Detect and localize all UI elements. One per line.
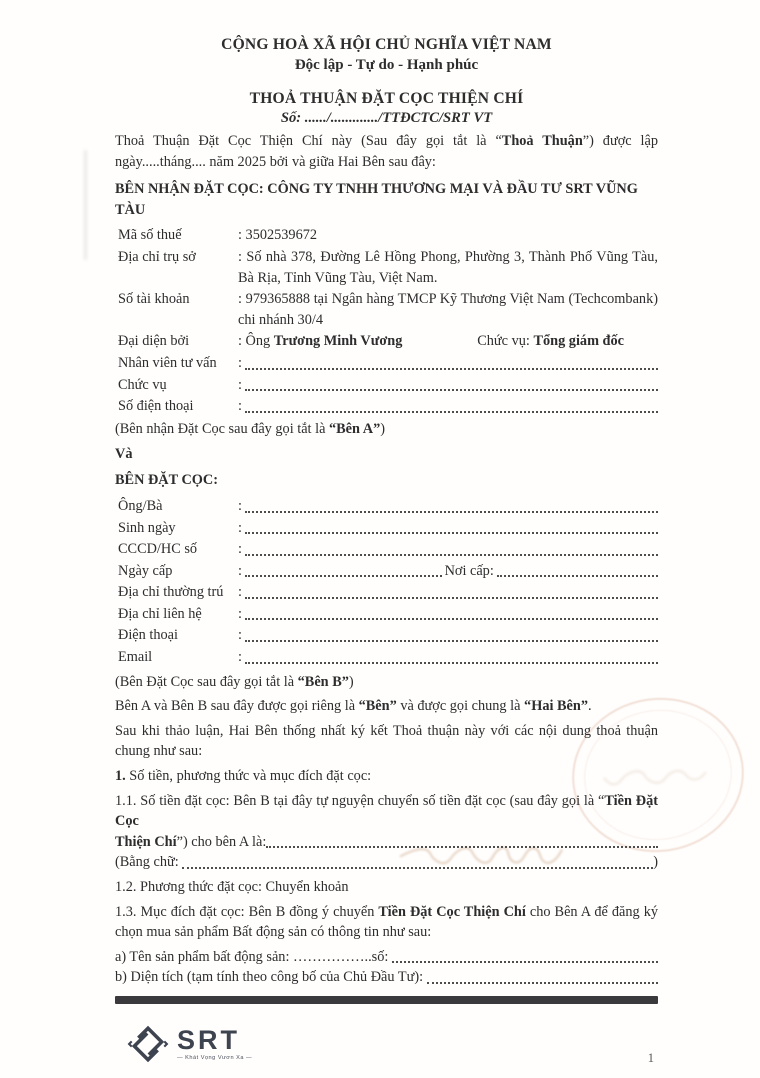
agreement-paragraph: Sau khi thảo luận, Hai Bên thống nhất ký kết Thoả thuận này với các nội dung thoả thuận chung như sau: — [115, 722, 658, 760]
text-segment-bold: Thoả Thuận — [501, 133, 583, 149]
text-segment: ) — [380, 420, 386, 437]
dotted-blank — [245, 575, 442, 577]
text-segment: a) Tên sản phẩm bất động sản: — [115, 948, 294, 965]
dotted-blank — [497, 575, 658, 577]
dotted-run: …………….. — [293, 948, 372, 965]
scan-artifact — [84, 150, 87, 260]
text-segment-bold: Tiền Đặt Cọc — [115, 792, 658, 830]
field-value: : Số nhà 378, Đường Lê Hồng Phong, Phường 3, Thành Phố Vũng Tàu, Bà Rịa, Tỉnh Vũng Tàu, Việt Nam. — [238, 248, 658, 286]
text-segment: ”) được lập ngày.....tháng.... năm 2025 bởi và giữa Hai Bên sau đây: — [115, 133, 658, 170]
footer — [115, 1022, 658, 1066]
colon: : — [238, 541, 242, 558]
dotted-blank — [245, 389, 658, 391]
field-row-phone — [118, 396, 658, 417]
field-label: Ngày cấp — [118, 562, 173, 579]
srt-logo-icon — [127, 1022, 169, 1066]
clause-1-1-line1 — [115, 791, 658, 832]
party-b-alias-note — [115, 672, 658, 693]
field-value: : 3502539672 — [238, 227, 318, 244]
colon: : — [238, 354, 242, 371]
field-label: Đại diện bởi — [118, 333, 190, 350]
srt-logo — [127, 1022, 252, 1066]
clause-text: Số tiền, phương thức và mục đích đặt cọc: — [125, 768, 372, 785]
colon: : — [238, 605, 242, 622]
field-row-permanent-address — [118, 582, 658, 603]
field-label: Email — [118, 649, 153, 666]
field-row-id-number — [118, 539, 658, 560]
field-row-email — [118, 647, 658, 668]
colon: : — [238, 649, 242, 666]
field-label: CCCD/HC số — [118, 541, 198, 558]
dotted-blank — [245, 640, 658, 642]
colon: : — [238, 562, 242, 579]
party-b-heading: BÊN ĐẶT CỌC: — [115, 472, 219, 489]
srt-logo-text — [177, 1024, 253, 1061]
dotted-blank — [266, 846, 658, 848]
dotted-blank — [245, 411, 658, 413]
party-a-alias-note — [115, 419, 658, 440]
clause-number: 1. — [115, 768, 126, 785]
colon: : — [238, 584, 242, 601]
field-row-address — [118, 247, 658, 288]
connector-word: Và — [115, 446, 133, 463]
text-segment-bold: Thiện Chí — [115, 833, 177, 850]
colon: : — [238, 376, 242, 393]
dotted-blank — [245, 532, 658, 534]
document-number: Số: ....../............./TTĐCTC/SRT VT — [280, 110, 493, 126]
field-row-telephone — [118, 625, 658, 646]
dotted-blank — [392, 961, 658, 963]
colon: : — [238, 497, 242, 514]
text-segment: ) — [348, 673, 354, 690]
text-segment: Thoả Thuận Đặt Cọc Thiện Chí này (Sau đây gọi tắt là “ — [115, 133, 502, 149]
text-segment-bold: “Bên B” — [297, 673, 349, 690]
field-label: Chức vụ — [118, 376, 167, 393]
field-row-consultant — [118, 353, 658, 374]
text-segment: và được gọi chung là — [396, 698, 525, 715]
text-segment: cho Bên A để đăng ký chọn mua sản phẩm Bất động sản có thông tin như sau: — [115, 903, 658, 941]
field-row-position — [118, 375, 658, 396]
field-value: : 979365888 tại Ngân hàng TMCP Kỹ Thương Việt Nam (Techcombank) chi nhánh 30/4 — [238, 291, 658, 328]
brand-name: SRT — [177, 1024, 240, 1055]
item-a-line — [115, 947, 658, 968]
field-row-account — [118, 289, 658, 330]
text-segment: b) Diện tích (tạm tính theo công bố của Chủ Đầu Tư): — [115, 969, 427, 986]
field-row-issue-date — [118, 561, 658, 582]
field-label: Ông/Bà — [118, 497, 163, 514]
clause-1-3 — [115, 902, 658, 943]
field-row-contact-address — [118, 604, 658, 625]
item-b-line — [115, 967, 658, 988]
clause-1-1-line2 — [115, 832, 658, 853]
text-segment: 1.3. Mục đích đặt cọc: Bên B đồng ý chuyển — [115, 903, 379, 920]
field-label: Địa chỉ liên hệ — [118, 605, 202, 622]
dotted-blank — [427, 982, 658, 984]
text-segment: (Bên nhận Đặt Cọc sau đây gọi tắt là — [115, 420, 329, 437]
text-segment-bold: Tiền Đặt Cọc Thiện Chí — [378, 903, 526, 920]
field-label: Nhân viên tư vấn — [118, 354, 217, 371]
clause-1-heading — [115, 766, 658, 787]
dotted-blank — [245, 554, 658, 556]
representative-name: Trương Minh Vương — [273, 333, 403, 350]
colon: : — [238, 519, 242, 536]
page-number: 1 — [647, 1050, 654, 1065]
intro-paragraph — [115, 131, 658, 172]
field-label: Địa chỉ thường trú — [118, 584, 224, 601]
document-title: THOẢ THUẬN ĐẶT CỌC THIỆN CHÍ — [249, 90, 524, 107]
field-label: Số tài khoản — [118, 291, 190, 308]
dotted-blank — [182, 867, 653, 869]
national-title: CỘNG HOÀ XÃ HỘI CHỦ NGHĨA VIỆT NAM — [221, 36, 552, 53]
text-segment: ”) cho bên A là: — [176, 833, 267, 850]
colon: : — [238, 398, 242, 415]
dotted-blank — [245, 618, 658, 620]
clause-1-2: 1.2. Phương thức đặt cọc: Chuyển khoản — [115, 879, 349, 895]
field-label: Điện thoại — [118, 627, 178, 644]
text-segment: Bên A và Bên B sau đây được gọi riêng là — [115, 698, 359, 715]
title-label: Chức vụ: — [477, 333, 534, 350]
amount-in-words-line — [115, 852, 658, 873]
text-segment: (Bằng chữ: — [115, 854, 183, 871]
text-segment: (Bên Đặt Cọc sau đây gọi tắt là — [115, 673, 298, 690]
footer-separator-bar — [115, 996, 658, 1004]
field-label: Số điện thoại — [118, 398, 194, 415]
text-segment: 1.1. Số tiền đặt cọc: Bên B tại đây tự nguyện chuyển số tiền đặt cọc (sau đây gọi là “ — [115, 792, 605, 809]
text-segment: ) — [653, 854, 658, 871]
field-row-birthdate — [118, 518, 658, 539]
text-segment-bold: “Bên A” — [329, 420, 381, 437]
text-segment-bold: “Hai Bên” — [524, 698, 588, 715]
issue-place-label: Nơi cấp: — [444, 562, 494, 579]
field-label: Mã số thuế — [118, 227, 182, 244]
text-segment: số: — [371, 948, 392, 965]
field-row-representative — [118, 331, 658, 352]
dotted-blank — [245, 511, 658, 513]
text-segment-bold: “Bên” — [358, 698, 397, 715]
dotted-blank — [245, 597, 658, 599]
brand-tagline: — Khát Vọng Vươn Xa — — [177, 1054, 253, 1061]
title-value: Tổng giám đốc — [533, 333, 624, 350]
colon: : — [238, 627, 242, 644]
representative-title — [477, 331, 624, 352]
field-row-name — [118, 496, 658, 517]
parties-definition-paragraph — [115, 696, 658, 717]
text-segment: . — [588, 698, 592, 715]
dotted-blank — [245, 662, 658, 664]
party-a-heading: BÊN NHẬN ĐẶT CỌC: CÔNG TY TNHH THƯƠNG MẠI VÀ ĐẦU TƯ SRT VŨNG TÀU — [115, 181, 638, 218]
text-segment: : Ông — [238, 333, 274, 350]
national-motto: Độc lập - Tự do - Hạnh phúc — [294, 57, 479, 73]
field-label: Sinh ngày — [118, 519, 176, 536]
field-value — [238, 331, 402, 352]
field-row-tax — [118, 225, 658, 246]
dotted-blank — [245, 368, 658, 370]
document-content — [115, 36, 658, 1066]
field-label: Địa chỉ trụ sở — [118, 248, 196, 265]
